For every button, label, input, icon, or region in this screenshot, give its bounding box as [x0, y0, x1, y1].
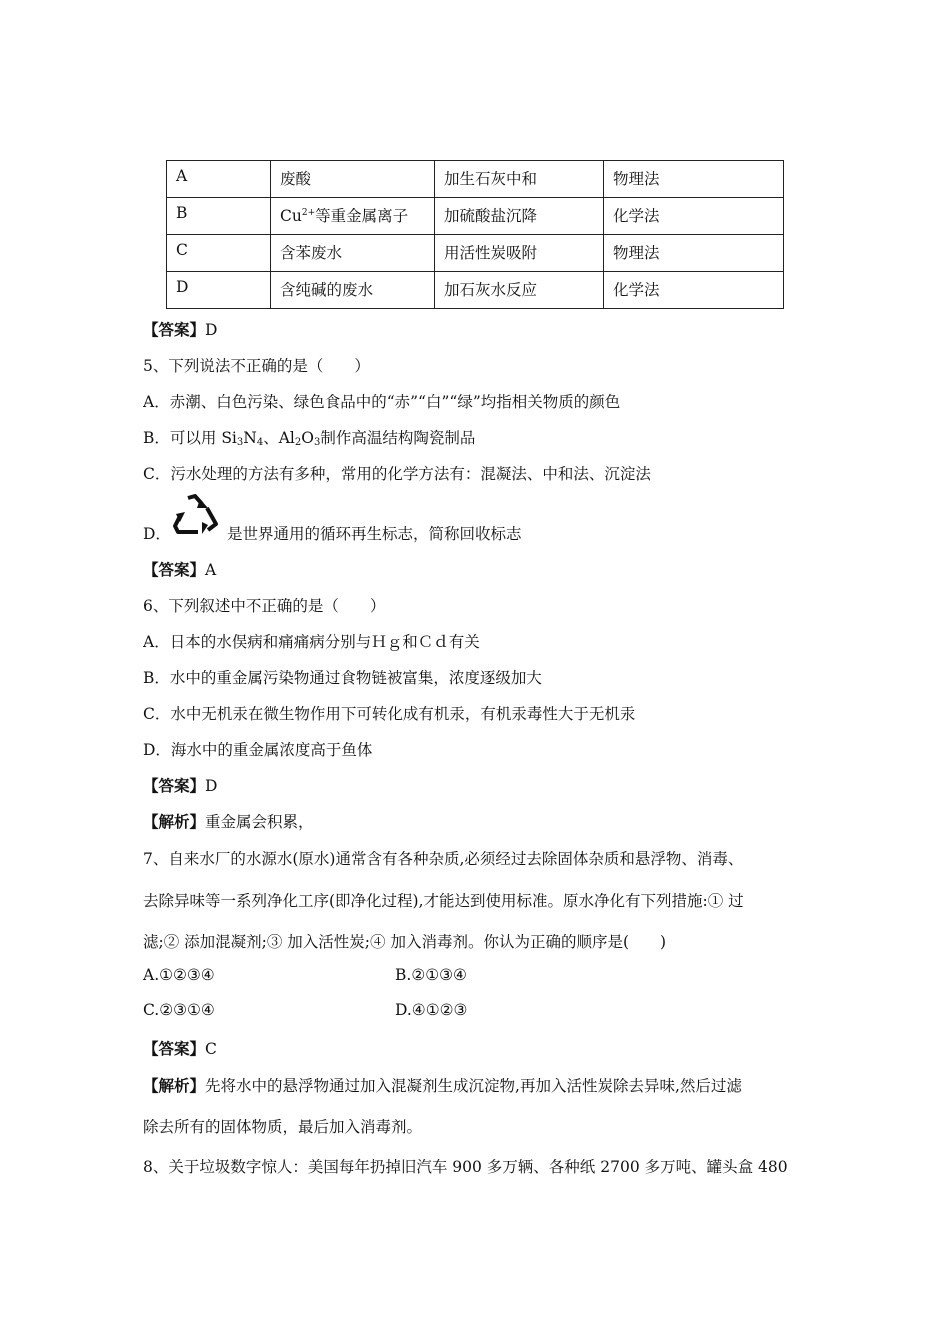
question-stem: 去除异味等一系列净化工序(即净化过程),才能达到使用标准。原水净化有下列措施:① 过 [143, 892, 744, 910]
table-cell: 用活性炭吸附 [435, 235, 604, 272]
table-cell: 含苯废水 [271, 235, 435, 272]
option-text: N [243, 429, 257, 447]
analysis-tag: 【解析】 [143, 1076, 206, 1095]
option-b [143, 426, 475, 448]
table-row [167, 161, 784, 198]
option-d: D.④①②③ [395, 1001, 468, 1019]
answer-line [143, 1037, 217, 1059]
subscript: 3 [236, 437, 244, 448]
answer-tag: 【答案】 [143, 776, 206, 795]
analysis-text: 先将水中的悬浮物通过加入混凝剂生成沉淀物,再加入活性炭除去异味,然后过滤 [205, 1077, 742, 1095]
ion-symbol: Cu [280, 207, 302, 225]
table-row [167, 198, 784, 235]
option-text: 是世界通用的循环再生标志，简称回收标志 [226, 525, 522, 543]
option-c: C．污水处理的方法有多种，常用的化学方法有：混凝法、中和法、沉淀法 [143, 465, 651, 483]
table-cell: 化学法 [604, 198, 784, 235]
table-cell: 物理法 [604, 161, 784, 198]
answer-line [143, 774, 217, 796]
subscript: 2 [294, 437, 302, 448]
option-c: C.②③①④ [143, 1001, 215, 1019]
table-cell: A [167, 161, 271, 198]
analysis-tag: 【解析】 [143, 812, 206, 831]
table-row [167, 235, 784, 272]
option-text: B．可以用 Si [143, 429, 237, 447]
option-a: A.①②③④ [143, 966, 215, 984]
subscript: 4 [256, 437, 264, 448]
table-cell: 加硫酸盐沉降 [435, 198, 604, 235]
table-cell [271, 198, 435, 235]
subscript: 3 [313, 437, 321, 448]
table-cell: 废酸 [271, 161, 435, 198]
question-stem: 5、下列说法不正确的是（ ） [143, 357, 370, 375]
pollution-treatment-table [166, 160, 784, 309]
answer-line [143, 558, 216, 580]
analysis-text: 重金属会积累， [205, 813, 314, 831]
table-cell: D [167, 272, 271, 309]
table-row [167, 272, 784, 309]
answer-tag: 【答案】 [143, 320, 206, 339]
pollutant-text: 等重金属离子 [315, 207, 409, 225]
answer-value: C [205, 1040, 217, 1058]
table-cell: C [167, 235, 271, 272]
question-stem: 8、关于垃圾数字惊人：美国每年扔掉旧汽车 900 多万辆、各种纸 2700 多万吨、罐头盒 480 [143, 1158, 788, 1176]
question-stem: 7、自来水厂的水源水(原水)通常含有各种杂质,必须经过去除固体杂质和悬浮物、消毒、 [143, 850, 744, 868]
recycle-icon [170, 492, 220, 536]
option-c: C．水中无机汞在微生物作用下可转化成有机汞，有机汞毒性大于无机汞 [143, 705, 636, 723]
ion-charge: 2+ [301, 208, 316, 218]
option-d: D．海水中的重金属浓度高于鱼体 [143, 741, 373, 759]
question-stem: 滤;② 添加混凝剂;③ 加入活性炭;④ 加入消毒剂。你认为正确的顺序是( ) [143, 933, 667, 951]
option-text: 、Al [263, 429, 295, 447]
option-b: B.②①③④ [395, 966, 467, 984]
table-cell: 含纯碱的废水 [271, 272, 435, 309]
table-cell: 化学法 [604, 272, 784, 309]
table-cell: 加石灰水反应 [435, 272, 604, 309]
answer-value: A [205, 561, 217, 579]
question-stem: 6、下列叙述中不正确的是（ ） [143, 597, 386, 615]
analysis-line [143, 1074, 742, 1096]
analysis-line: 除去所有的固体物质，最后加入消毒剂。 [143, 1118, 423, 1136]
option-text: 制作高温结构陶瓷制品 [320, 429, 476, 447]
table-cell: B [167, 198, 271, 235]
table-cell: 物理法 [604, 235, 784, 272]
option-text: D． [143, 525, 171, 543]
answer-value: D [205, 777, 218, 795]
option-a: A．赤潮、白色污染、绿色食品中的“赤”“白”“绿”均指相关物质的颜色 [143, 393, 621, 411]
option-text: O [301, 429, 314, 447]
table-cell: 加生石灰中和 [435, 161, 604, 198]
option-b: B．水中的重金属污染物通过食物链被富集，浓度逐级加大 [143, 669, 542, 687]
answer-value: D [205, 321, 218, 339]
answer-line [143, 318, 217, 340]
analysis-line [143, 810, 314, 832]
answer-tag: 【答案】 [143, 1039, 206, 1058]
answer-tag: 【答案】 [143, 560, 206, 579]
option-a: A．日本的水俣病和痛痛病分别与Ｈｇ和Ｃｄ有关 [143, 633, 480, 651]
